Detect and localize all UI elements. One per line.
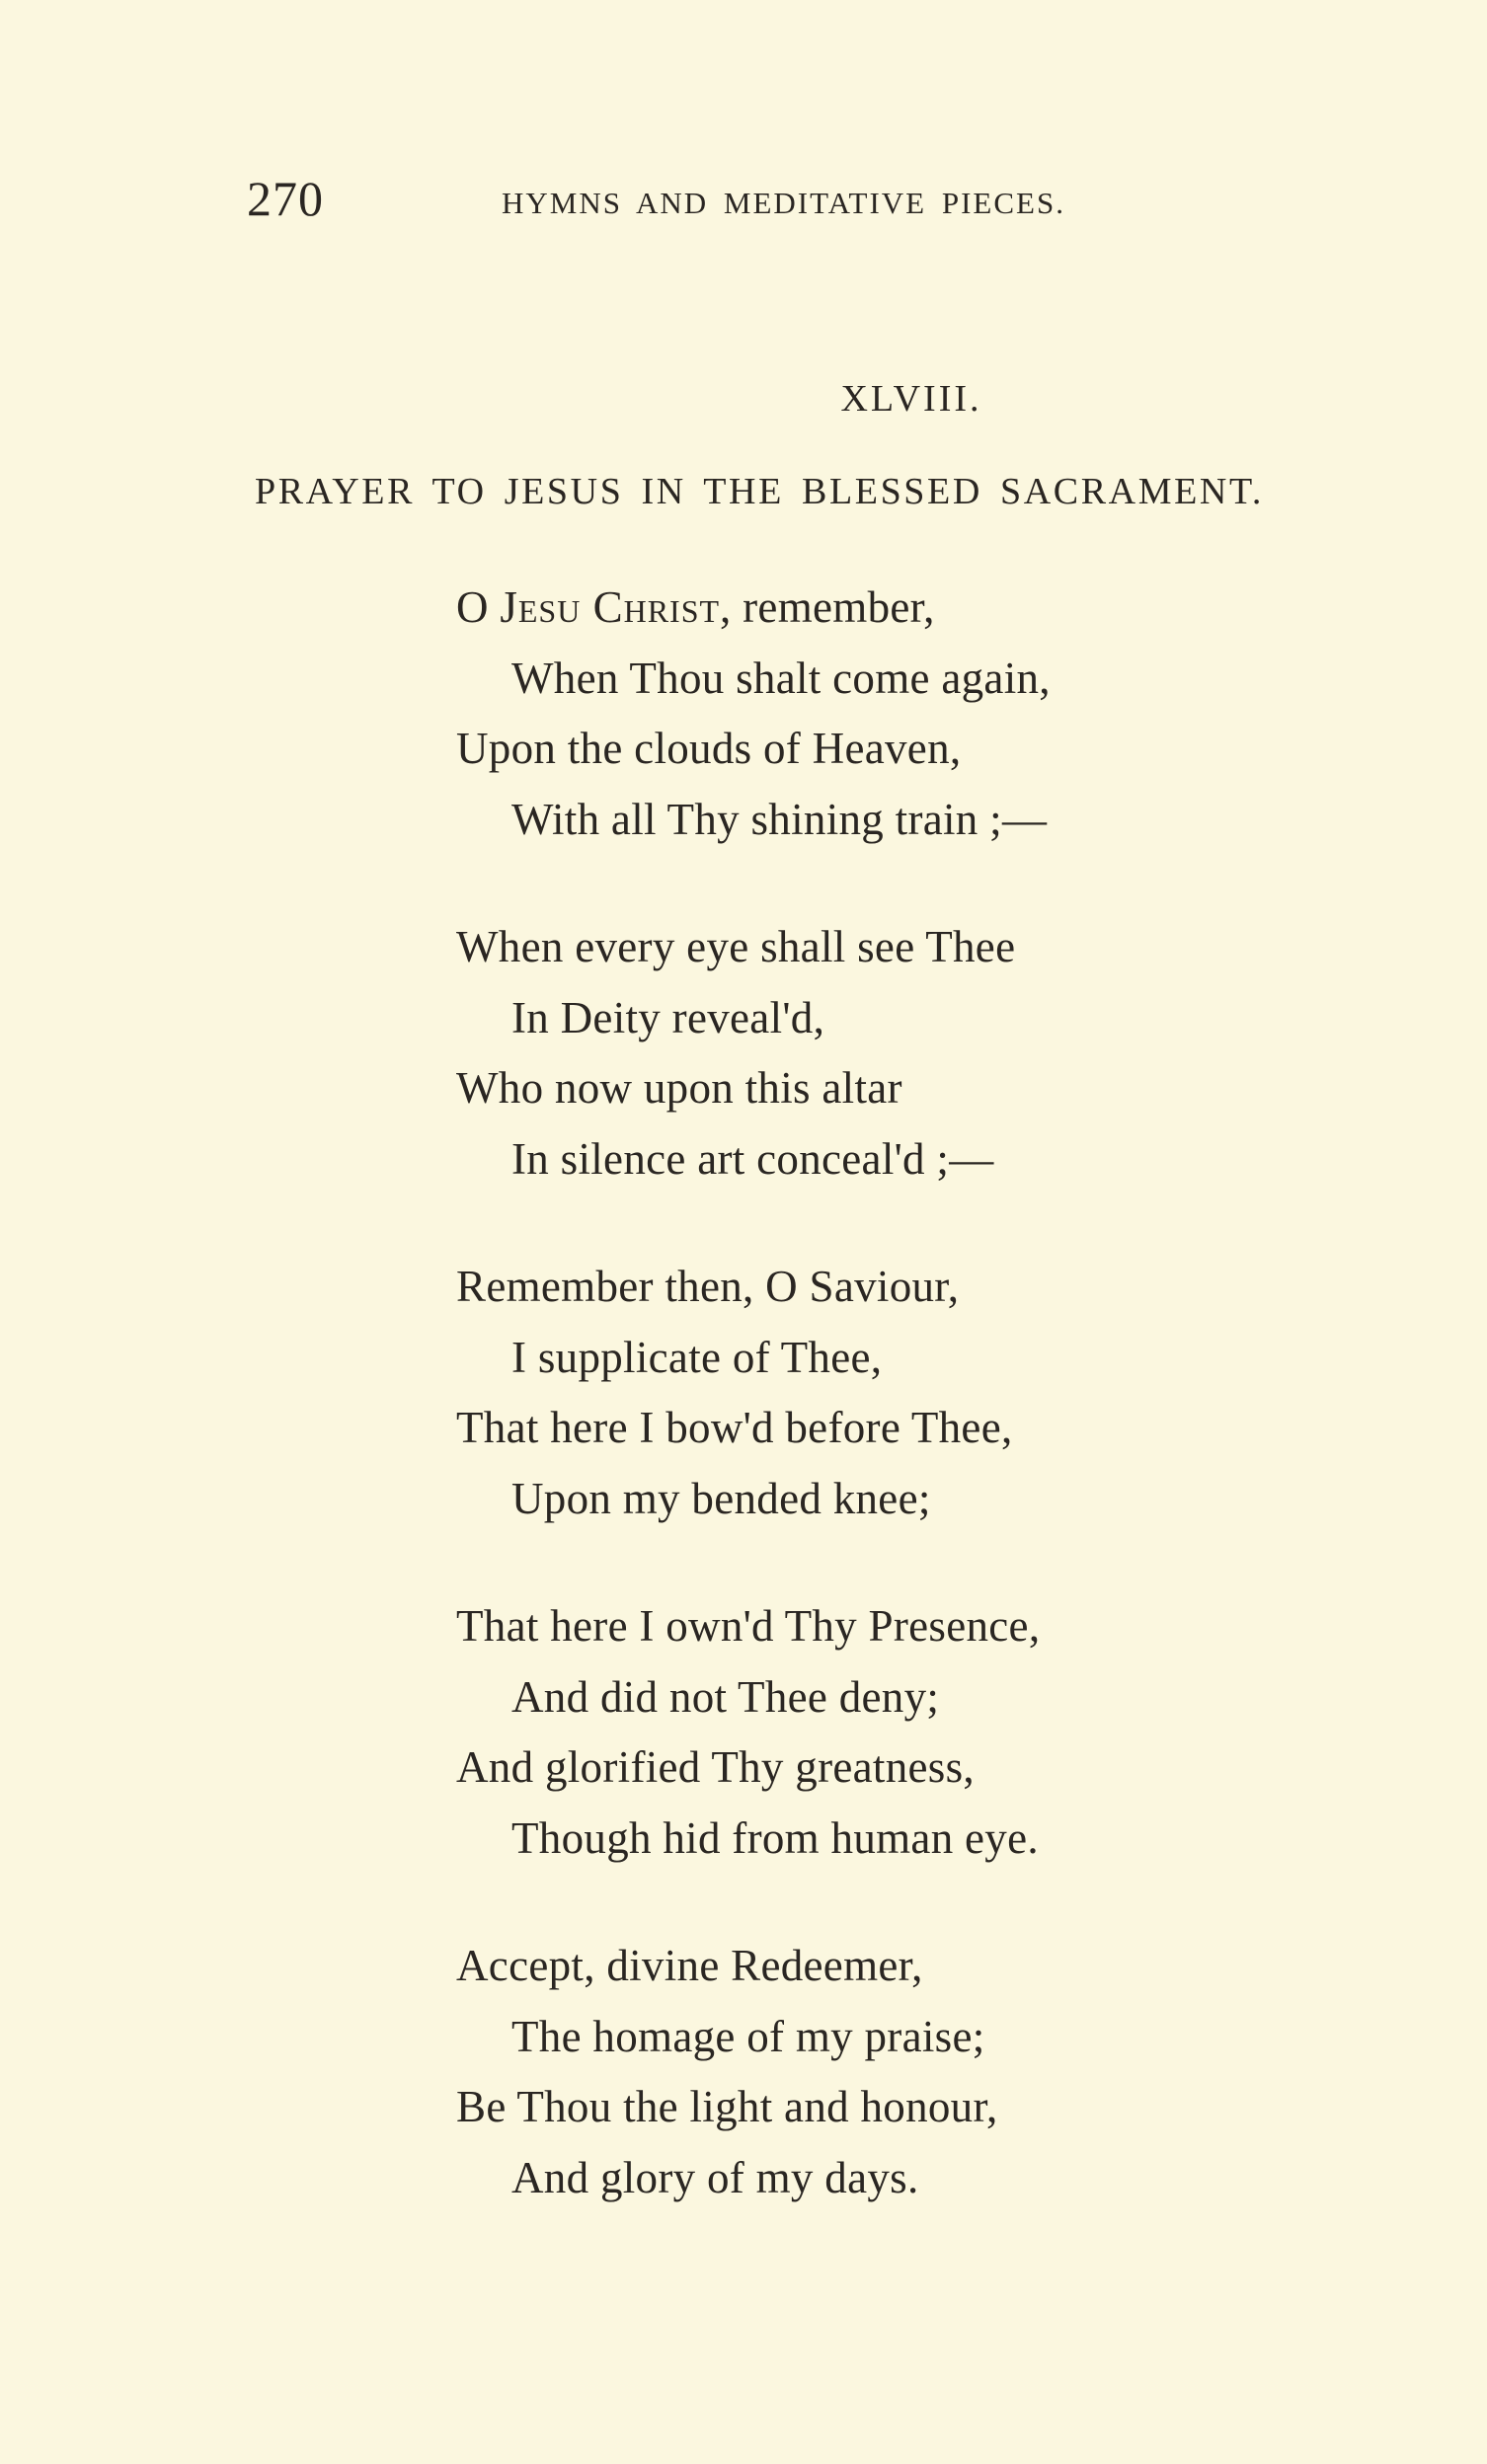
- stanza-3: [456, 1252, 1444, 1534]
- poem-line: Who now upon this altar: [456, 1063, 902, 1113]
- poem-line: In Deity reveal'd,: [511, 992, 825, 1042]
- hymn-title: PRAYER TO JESUS IN THE BLESSED SACRAMENT.: [255, 471, 1265, 512]
- poem-line: With all Thy shining train ;—: [511, 794, 1048, 844]
- poem-line: Be Thou the light and honour,: [456, 2082, 998, 2131]
- small-caps-name: Jesu Christ: [500, 582, 721, 632]
- page-number: 270: [247, 171, 324, 226]
- poem-line: And glory of my days.: [511, 2152, 919, 2202]
- poem-line: That here I own'd Thy Presence,: [456, 1601, 1041, 1651]
- poem-line: And glorified Thy greatness,: [456, 1742, 975, 1792]
- hymn-number: XLVIII.: [840, 378, 982, 420]
- poem-line: Accept, divine Redeemer,: [456, 1941, 923, 1990]
- stanza-5: [456, 1931, 1444, 2213]
- stanza-1: [456, 573, 1444, 855]
- poem-line: I supplicate of Thee,: [511, 1332, 883, 1382]
- running-head: HYMNS AND MEDITATIVE PIECES.: [502, 186, 1065, 220]
- poem-line: Though hid from human eye.: [511, 1812, 1039, 1863]
- poem-line: And did not Thee deny;: [511, 1671, 940, 1722]
- poem: [456, 573, 1444, 2271]
- stanza-2: [456, 912, 1444, 1194]
- poem-line: [456, 573, 1444, 644]
- poem-line: When every eye shall see Thee: [456, 922, 1016, 971]
- line-text: , remember,: [720, 582, 935, 632]
- page-header: [0, 170, 1487, 239]
- stanza-4: [456, 1591, 1444, 1874]
- poem-line: The homage of my praise;: [511, 2011, 985, 2061]
- poem-line: In silence art conceal'd ;—: [511, 1133, 994, 1184]
- poem-line: Remember then, O Saviour,: [456, 1262, 960, 1311]
- line-prefix: O: [456, 582, 501, 632]
- poem-line: When Thou shalt come again,: [511, 653, 1051, 703]
- poem-line: Upon my bended knee;: [511, 1473, 931, 1523]
- poem-line: That here I bow'd before Thee,: [456, 1403, 1013, 1452]
- poem-line: Upon the clouds of Heaven,: [456, 724, 962, 773]
